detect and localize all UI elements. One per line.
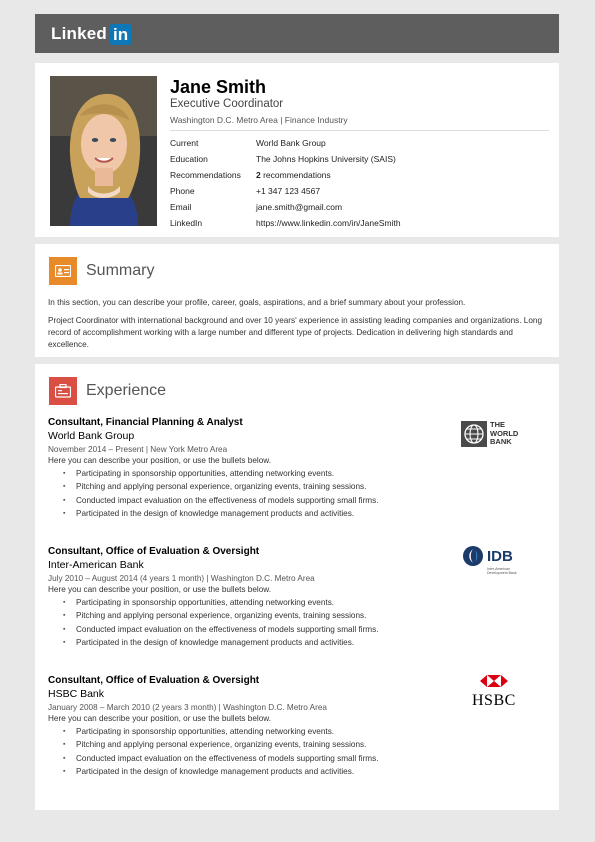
logo-text: HSBC [472, 692, 516, 709]
summary-card [35, 244, 559, 357]
info-label: Phone [170, 186, 195, 196]
job-company: Inter-American Bank [48, 559, 144, 571]
info-row-phone [170, 186, 320, 196]
bullet-item: ▪ Participated in the design of knowledge management products and activities. [63, 507, 546, 520]
bullet-item: ▪ Participating in sponsorship opportunities, attending networking events. [63, 596, 546, 609]
info-label: LinkedIn [170, 218, 203, 228]
profile-divider [170, 130, 549, 131]
info-label: Email [170, 202, 192, 212]
info-row-current [170, 138, 326, 148]
bullet-item: ▪ Conducted impact evaluation on the effectiveness of models supporting small firms. [63, 752, 546, 765]
logo-subtext: Development Bank [487, 571, 517, 575]
email-link[interactable]: jane.smith@gmail.com [256, 202, 343, 212]
job-bullets [63, 725, 546, 778]
profile-name: Jane Smith [170, 77, 267, 97]
job-title: Consultant, Office of Evaluation & Oversight [48, 675, 260, 686]
globe-icon [461, 421, 487, 447]
logo-text: IDB [487, 547, 513, 565]
briefcase-icon [49, 377, 77, 405]
job-title: Consultant, Financial Planning & Analyst [48, 417, 243, 428]
info-value [256, 170, 331, 180]
experience-card [35, 364, 559, 810]
summary-paragraph: In this section, you can describe your profile, career, goals, aspirations, and a brief summary about your profession. [48, 298, 466, 307]
hsbc-logo [472, 674, 516, 710]
job-title: Consultant, Office of Evaluation & Oversight [48, 546, 260, 557]
info-row-education [170, 154, 396, 164]
brand-word: Linked [51, 24, 107, 43]
job-meta: November 2014 – Present | New York Metro Area [48, 445, 228, 454]
world-bank-logo [461, 421, 518, 447]
job-company: HSBC Bank [48, 688, 105, 700]
info-label: Education [170, 154, 208, 164]
job-meta: January 2008 – March 2010 (2 years 3 month) | Washington D.C. Metro Area [48, 703, 327, 712]
bullet-item: ▪ Pitching and applying personal experience, organizing events, training sessions. [63, 480, 546, 493]
job-description: Here you can describe your position, or use the bullets below. [48, 714, 272, 723]
experience-heading: Experience [86, 382, 167, 399]
info-value: The Johns Hopkins University (SAIS) [256, 154, 396, 164]
bullet-item: ▪ Conducted impact evaluation on the effectiveness of models supporting small firms. [63, 494, 546, 507]
profile-location: Washington D.C. Metro Area | Finance Industry [170, 115, 348, 125]
bullet-item: ▪ Participated in the design of knowledge management products and activities. [63, 636, 546, 649]
profile-card [35, 63, 559, 237]
info-row-email [170, 202, 342, 212]
info-value: World Bank Group [256, 138, 326, 148]
idb-logo [462, 545, 517, 575]
bullet-item: ▪ Participating in sponsorship opportunities, attending networking events. [63, 467, 546, 480]
bullet-item: ▪ Participated in the design of knowledge management products and activities. [63, 765, 546, 778]
job-description: Here you can describe your position, or use the bullets below. [48, 585, 272, 594]
profile-title: Executive Coordinator [170, 98, 284, 110]
header-bar [35, 14, 559, 53]
logo-text: THE [490, 420, 505, 430]
linkedin-url-link[interactable]: https://www.linkedin.com/in/JaneSmith [256, 218, 401, 228]
info-row-linkedin [170, 218, 401, 228]
recommendations-text: recommendations [260, 170, 331, 180]
info-value: +1 347 123 4567 [256, 186, 321, 196]
job-bullets [63, 596, 546, 649]
logo-subtext: Inter-American [487, 567, 510, 571]
info-label: Recommendations [170, 170, 241, 180]
logo-text: WORLD [490, 428, 519, 438]
bullet-item: ▪ Pitching and applying personal experience, organizing events, training sessions. [63, 738, 546, 751]
summary-heading: Summary [86, 262, 155, 279]
job-company: World Bank Group [48, 430, 135, 442]
bullet-item: ▪ Pitching and applying personal experience, organizing events, training sessions. [63, 609, 546, 622]
id-card-icon [49, 257, 77, 285]
idb-emblem-icon [462, 545, 484, 567]
linkedin-logo [51, 23, 131, 45]
recommendations-count: 2 [256, 170, 261, 180]
summary-paragraph: Project Coordinator with international background and over 10 years' experience in assisting leading companies and organizations. Long record of accomplishment working with a large number and different type of projects. Dedication in delivering high standards and excellence. [48, 316, 543, 349]
brand-box: in [110, 24, 131, 45]
profile-photo [50, 76, 157, 226]
job-description: Here you can describe your position, or use the bullets below. [48, 456, 272, 465]
info-label: Current [170, 138, 199, 148]
logo-text: BANK [490, 437, 512, 447]
job-meta: July 2010 – August 2014 (4 years 1 month) | Washington D.C. Metro Area [48, 574, 315, 583]
bullet-item: ▪ Conducted impact evaluation on the effectiveness of models supporting small firms. [63, 623, 546, 636]
hsbc-hexagon-icon [480, 675, 508, 687]
job-bullets [63, 467, 546, 520]
bullet-item: ▪ Participating in sponsorship opportunities, attending networking events. [63, 725, 546, 738]
info-row-recommendations [170, 170, 331, 180]
